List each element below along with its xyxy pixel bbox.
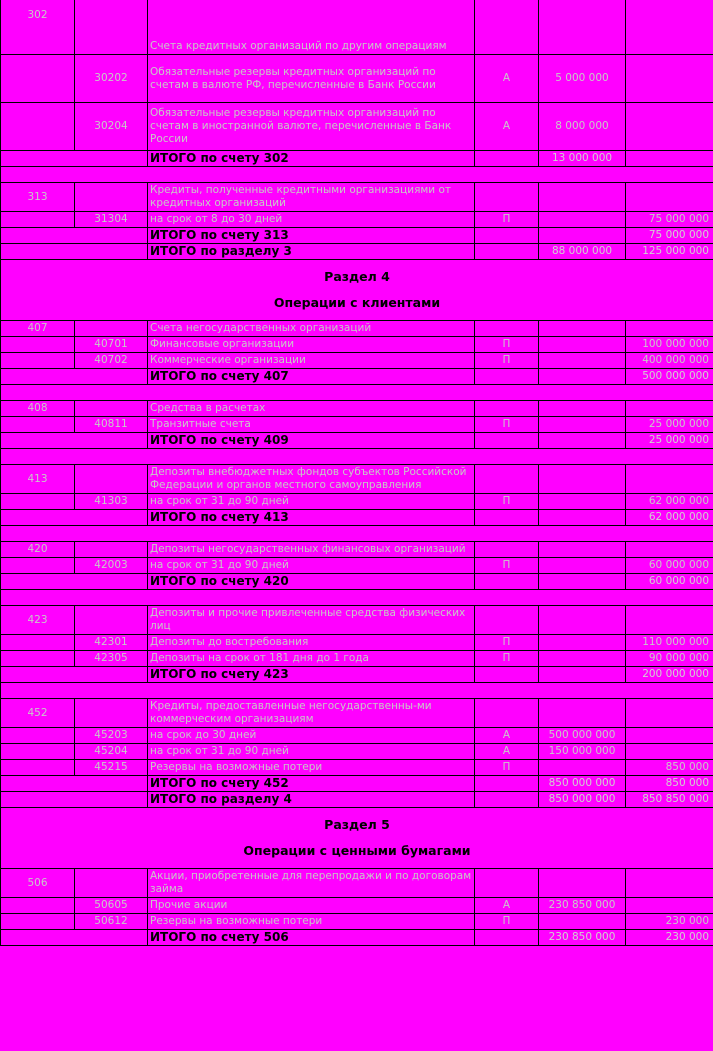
total-row xyxy=(1,510,713,526)
account-type: А xyxy=(475,898,539,914)
section-subtitle: Операции с клиентами xyxy=(273,295,441,310)
spacer-row xyxy=(1,449,713,465)
table-row xyxy=(1,103,713,151)
total-active: 13 000 000 xyxy=(539,151,626,167)
spacer-row xyxy=(1,590,713,606)
active-amount: 230 850 000 xyxy=(539,898,626,914)
subaccount-code: 30204 xyxy=(75,103,148,151)
table-row xyxy=(1,353,713,369)
account-type: П xyxy=(475,635,539,651)
account-name: на срок от 31 до 90 дней xyxy=(148,744,475,760)
section-header xyxy=(1,260,713,321)
subaccount-code: 31304 xyxy=(75,212,148,228)
account-name: Прочие акции xyxy=(148,898,475,914)
table-row xyxy=(1,337,713,353)
subaccount-code: 45215 xyxy=(75,760,148,776)
active-amount: 150 000 000 xyxy=(539,744,626,760)
total-passive: 500 000 000 xyxy=(626,369,713,385)
account-name: Резервы на возможные потери xyxy=(148,760,475,776)
table-row xyxy=(1,635,713,651)
account-name: Транзитные счета xyxy=(148,417,475,433)
section-title: Раздел 4 xyxy=(324,269,390,284)
account-name: на срок до 30 дней xyxy=(148,728,475,744)
account-name: Обязательные резервы кредитных организаций по счетам в иностранной валюте, перечисленные в Банк России xyxy=(148,103,475,151)
total-row xyxy=(1,930,713,946)
account-name: Депозиты до востребования xyxy=(148,635,475,651)
account-name: Средства в расчетах xyxy=(148,401,475,417)
table-row xyxy=(1,417,713,433)
subaccount-code: 41303 xyxy=(75,494,148,510)
account-type: П xyxy=(475,494,539,510)
section-total-label: ИТОГО по разделу 4 xyxy=(148,792,475,808)
account-type: П xyxy=(475,760,539,776)
total-label: ИТОГО по счету 407 xyxy=(148,369,475,385)
total-row xyxy=(1,433,713,449)
total-label: ИТОГО по счету 313 xyxy=(148,228,475,244)
total-passive: 60 000 000 xyxy=(626,574,713,590)
account-name: Депозиты на срок от 181 дня до 1 года xyxy=(148,651,475,667)
subaccount-code: 42003 xyxy=(75,558,148,574)
total-row xyxy=(1,574,713,590)
table-row xyxy=(1,728,713,744)
total-row xyxy=(1,228,713,244)
account-name: Кредиты, полученные кредитными организациями от кредитных организаций xyxy=(148,183,475,212)
total-label: ИТОГО по счету 506 xyxy=(148,930,475,946)
active-amount: 500 000 000 xyxy=(539,728,626,744)
table-row xyxy=(1,321,713,337)
spacer-row xyxy=(1,526,713,542)
account-type: П xyxy=(475,417,539,433)
subaccount-code: 45204 xyxy=(75,744,148,760)
passive-amount: 230 000 xyxy=(626,914,713,930)
total-label: ИТОГО по счету 409 xyxy=(148,433,475,449)
total-passive: 25 000 000 xyxy=(626,433,713,449)
spacer-row xyxy=(1,385,713,401)
account-type: П xyxy=(475,337,539,353)
account-name: Финансовые организации xyxy=(148,337,475,353)
total-active: 850 000 000 xyxy=(539,776,626,792)
account-code: 313 xyxy=(1,183,75,212)
table-row xyxy=(1,744,713,760)
account-name: на срок от 8 до 30 дней xyxy=(148,212,475,228)
total-label: ИТОГО по счету 423 xyxy=(148,667,475,683)
account-type: А xyxy=(475,728,539,744)
total-active: 230 850 000 xyxy=(539,930,626,946)
subaccount-code: 45203 xyxy=(75,728,148,744)
passive-amount: 90 000 000 xyxy=(626,651,713,667)
section-subtitle: Операции с ценными бумагами xyxy=(243,843,471,858)
total-passive: 125 000 000 xyxy=(626,244,713,260)
passive-amount: 25 000 000 xyxy=(626,417,713,433)
table-row xyxy=(1,401,713,417)
section-title: Раздел 5 xyxy=(324,817,390,832)
table-row xyxy=(1,558,713,574)
account-code: 302 xyxy=(1,0,75,55)
table-row xyxy=(1,914,713,930)
account-type: П xyxy=(475,212,539,228)
total-passive: 230 000 xyxy=(626,930,713,946)
account-name: Счета негосударственных организаций xyxy=(148,321,475,337)
total-row xyxy=(1,244,713,260)
total-label: ИТОГО по счету 452 xyxy=(148,776,475,792)
account-code: 506 xyxy=(1,869,75,898)
subaccount-code: 42305 xyxy=(75,651,148,667)
account-name: Обязательные резервы кредитных организаций по счетам в валюте РФ, перечисленные в Банк России xyxy=(148,55,475,103)
passive-amount: 850 000 xyxy=(626,760,713,776)
active-amount: 5 000 000 xyxy=(539,55,626,103)
table-row xyxy=(1,651,713,667)
total-passive: 850 850 000 xyxy=(626,792,713,808)
table-row xyxy=(1,606,713,635)
account-code: 452 xyxy=(1,699,75,728)
account-code: 413 xyxy=(1,465,75,494)
account-code: 423 xyxy=(1,606,75,635)
passive-amount: 75 000 000 xyxy=(626,212,713,228)
account-type: П xyxy=(475,558,539,574)
passive-amount: 60 000 000 xyxy=(626,558,713,574)
total-label: ИТОГО по счету 302 xyxy=(148,151,475,167)
table-row xyxy=(1,869,713,898)
total-label: ИТОГО по счету 413 xyxy=(148,510,475,526)
table-row xyxy=(1,465,713,494)
passive-amount: 100 000 000 xyxy=(626,337,713,353)
account-type: А xyxy=(475,55,539,103)
spacer-row xyxy=(1,683,713,699)
subaccount-code: 50612 xyxy=(75,914,148,930)
section-header xyxy=(1,808,713,869)
account-name: Депозиты внебюджетных фондов субъектов Российской Федерации и органов местного самоуправления xyxy=(148,465,475,494)
account-name: на срок от 31 до 90 дней xyxy=(148,558,475,574)
account-code: 420 xyxy=(1,542,75,558)
table-row xyxy=(1,542,713,558)
table-row xyxy=(1,183,713,212)
section-total-label: ИТОГО по разделу 3 xyxy=(148,244,475,260)
total-passive: 62 000 000 xyxy=(626,510,713,526)
subaccount-code: 40811 xyxy=(75,417,148,433)
account-type: А xyxy=(475,103,539,151)
table-row xyxy=(1,699,713,728)
table-row xyxy=(1,898,713,914)
account-type: А xyxy=(475,744,539,760)
account-code: 407 xyxy=(1,321,75,337)
total-row xyxy=(1,776,713,792)
total-passive: 75 000 000 xyxy=(626,228,713,244)
table-row xyxy=(1,55,713,103)
account-name: Депозиты и прочие привлеченные средства физических лиц xyxy=(148,606,475,635)
passive-amount: 110 000 000 xyxy=(626,635,713,651)
account-name: Кредиты, предоставленные негосударственны-ми коммерческим организациям xyxy=(148,699,475,728)
total-passive: 850 000 xyxy=(626,776,713,792)
spacer-row xyxy=(1,167,713,183)
account-code: 408 xyxy=(1,401,75,417)
total-row xyxy=(1,369,713,385)
total-active: 850 000 000 xyxy=(539,792,626,808)
account-name: на срок от 31 до 90 дней xyxy=(148,494,475,510)
table-row xyxy=(1,760,713,776)
account-type: П xyxy=(475,353,539,369)
total-row xyxy=(1,792,713,808)
account-type: П xyxy=(475,651,539,667)
account-name: Депозиты негосударственных финансовых организаций xyxy=(148,542,475,558)
subaccount-code: 30202 xyxy=(75,55,148,103)
total-active: 88 000 000 xyxy=(539,244,626,260)
passive-amount: 62 000 000 xyxy=(626,494,713,510)
passive-amount: 400 000 000 xyxy=(626,353,713,369)
table-row xyxy=(1,494,713,510)
total-row xyxy=(1,667,713,683)
subaccount-code: 40702 xyxy=(75,353,148,369)
account-name: Счета кредитных организаций по другим операциям xyxy=(148,0,475,55)
subaccount-code: 42301 xyxy=(75,635,148,651)
account-name: Резервы на возможные потери xyxy=(148,914,475,930)
total-label: ИТОГО по счету 420 xyxy=(148,574,475,590)
active-amount: 8 000 000 xyxy=(539,103,626,151)
account-name: Коммерческие организации xyxy=(148,353,475,369)
subaccount-code: 40701 xyxy=(75,337,148,353)
total-passive: 200 000 000 xyxy=(626,667,713,683)
subaccount-code: 50605 xyxy=(75,898,148,914)
table-row xyxy=(1,0,713,55)
account-type: П xyxy=(475,914,539,930)
total-row xyxy=(1,151,713,167)
account-name: Акции, приобретенные для перепродажи и по договорам займа xyxy=(148,869,475,898)
table-row xyxy=(1,212,713,228)
